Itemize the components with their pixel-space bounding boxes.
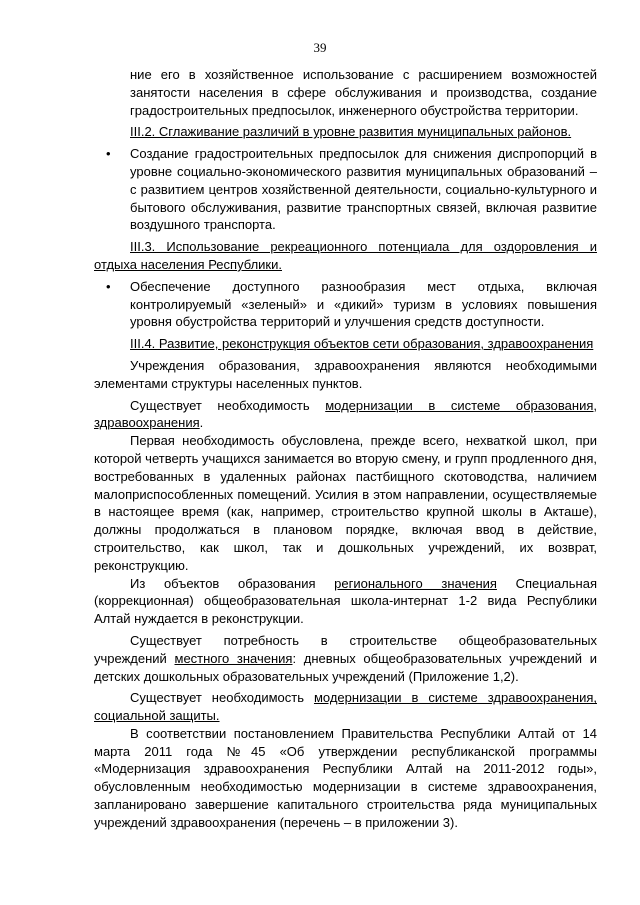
page-number: 39 — [313, 40, 327, 55]
bullet-icon: • — [106, 278, 111, 294]
continued-paragraph: ние его в хозяйственное использование с расширением возможностей занятости населения в сфере обслуживания и производства, создание градостроительных предпосылок, инженерного обустройства территории. — [130, 67, 597, 118]
underlined-phrase: регионального значения — [334, 575, 497, 591]
document-body — [94, 66, 597, 832]
paragraph-text: Существует потребность в строительстве общеобразовательных учреждений — [94, 632, 597, 666]
paragraph-text: Существует необходимость — [130, 397, 326, 413]
paragraph-text: Из объектов образования — [130, 575, 335, 591]
section-heading-3-3: III.3. Использование рекреационного потенциала для оздоровления и отдыха населения Республики. — [94, 239, 597, 272]
underlined-phrase: модернизации в системе здравоохранения, социальной защиты. — [94, 690, 597, 724]
bullet-item — [94, 145, 597, 234]
section-heading-3-4: III.4. Развитие, реконструкция объектов сети образования, здравоохранения — [130, 336, 594, 352]
paragraph-text: : дневных общеобразовательных учреждений и детских дошкольных образовательных учреждений (Приложение 1,2). — [94, 650, 598, 684]
section-heading-3-2: III.2. Сглаживание различий в уровне развития муниципальных районов. — [130, 124, 572, 140]
underlined-phrase: местного значения — [174, 650, 293, 666]
paragraph-local — [94, 632, 597, 685]
paragraph-need-education — [94, 397, 597, 433]
underlined-phrase: модернизации в системе образования, здравоохранения — [94, 397, 597, 431]
bullet-text: Создание градостроительных предпосылок для снижения диспропорций в уровне социально-экономического развития муниципальных образований – с развитием центров хозяйственной деятельности, социально-культурного и бытового обслуживания, развитие транспортных связей, включая развитие воздушного транспорта. — [130, 146, 597, 233]
bullet-text: Обеспечение доступного разнообразия мест отдыха, включая контролируемый «зеленый» и «дикий» туризм в условиях повышения уровня обустройства территорий и улучшения средств доступности. — [130, 278, 597, 330]
bullet-item — [94, 278, 597, 331]
paragraph-institutions: Учреждения образования, здравоохранения являются необходимыми элементами структуры населенных пунктов. — [94, 357, 597, 391]
paragraph-first-need: Первая необходимость обусловлена, прежде всего, нехваткой школ, при которой четверть учащихся занимается во вторую смену, и групп продленного дня, востребованных в удаленных районах пастбищного скотоводства, наличием малоприспособленных помещений. Усилия в этом направлении, осуществляемые в настоящее время (как, например, строительство крупной школы в Акташе), должны продолжаться в плановом порядке, включая ввод в действие, строительство, как школ, так и дошкольных учреждений, их возврат, реконструкцию. — [94, 433, 597, 573]
bullet-icon: • — [106, 146, 111, 162]
paragraph-resolution: В соответствии постановлением Правительства Республики Алтай от 14 марта 2011 года №45 «Об утверждении республиканской программы «Модернизация здравоохранения Республики Алтай на 2011-2012 годы», обусловленным необходимостью модернизации в системе здравоохранения, запланировано завершение капитального строительства ряда муниципальных учреждений здравоохранения (перечень – в приложении 3). — [94, 725, 597, 830]
paragraph-text: . — [199, 415, 204, 431]
paragraph-text: Специальная (коррекционная) общеобразовательная школа-интернат 1-2 вида Республики Алтай нуждается в реконструкции. — [94, 575, 597, 627]
paragraph-need-healthcare — [94, 689, 597, 725]
paragraph-regional — [94, 575, 597, 628]
paragraph-text: Существует необходимость — [130, 690, 314, 706]
